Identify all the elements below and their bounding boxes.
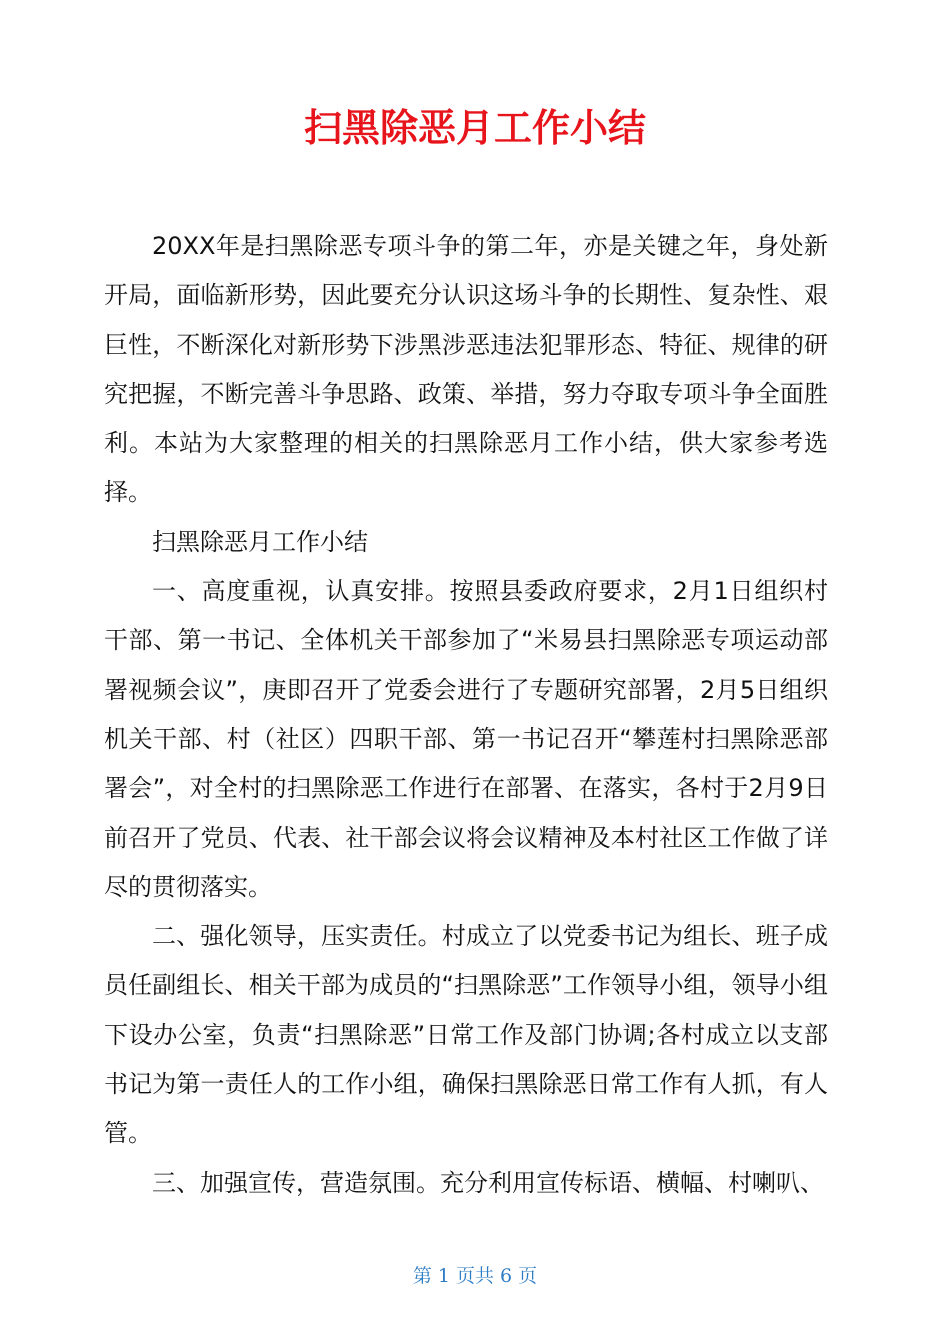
paragraph-point-2: 二、强化领导，压实责任。村成立了以党委书记为组长、班子成员任副组长、相关干部为成员的“扫黑除恶”工作领导小组，领导小组下设办公室，负责“扫黑除恶”日常工作及部门协调;各村成立以支部书记为第一责任人的工作小组，确保扫黑除恶日常工作有人抓，有人管。: [104, 922, 828, 1148]
paragraph-point-3: 三、加强宣传，营造氛围。充分利用宣传标语、横幅、村喇叭、: [152, 1168, 824, 1197]
page-title: 扫黑除恶月工作小结: [303, 106, 646, 150]
intro-paragraph: 20XX年是扫黑除恶专项斗争的第二年，亦是关键之年，身处新开局，面临新形势，因此要充分认识这场斗争的长期性、复杂性、艰巨性，不断深化对新形势下涉黑涉恶违法犯罪形态、特征、规律的研究把握，不断完善斗争思路、政策、举措，努力夺取专项斗争全面胜利。本站为大家整理的相关的扫黑除恶月工作小结，供大家参考选择。: [104, 232, 828, 507]
document-body: [104, 222, 828, 1208]
section-heading: 扫黑除恶月工作小结: [152, 527, 368, 556]
page-number-footer: 第 1 页共 6 页: [412, 1265, 538, 1287]
paragraph-point-1: 一、高度重视，认真安排。按照县委政府要求，2月1日组织村干部、第一书记、全体机关干部参加了“米易县扫黑除恶专项运动部署视频会议”，庚即召开了党委会进行了专题研究部署，2月5日组织机关干部、村（社区）四职干部、第一书记召开“攀莲村扫黑除恶部署会”，对全村的扫黑除恶工作进行在部署、在落实，各村于2月9日前召开了党员、代表、社干部会议将会议精神及本村社区工作做了详尽的贯彻落实。: [104, 577, 828, 901]
